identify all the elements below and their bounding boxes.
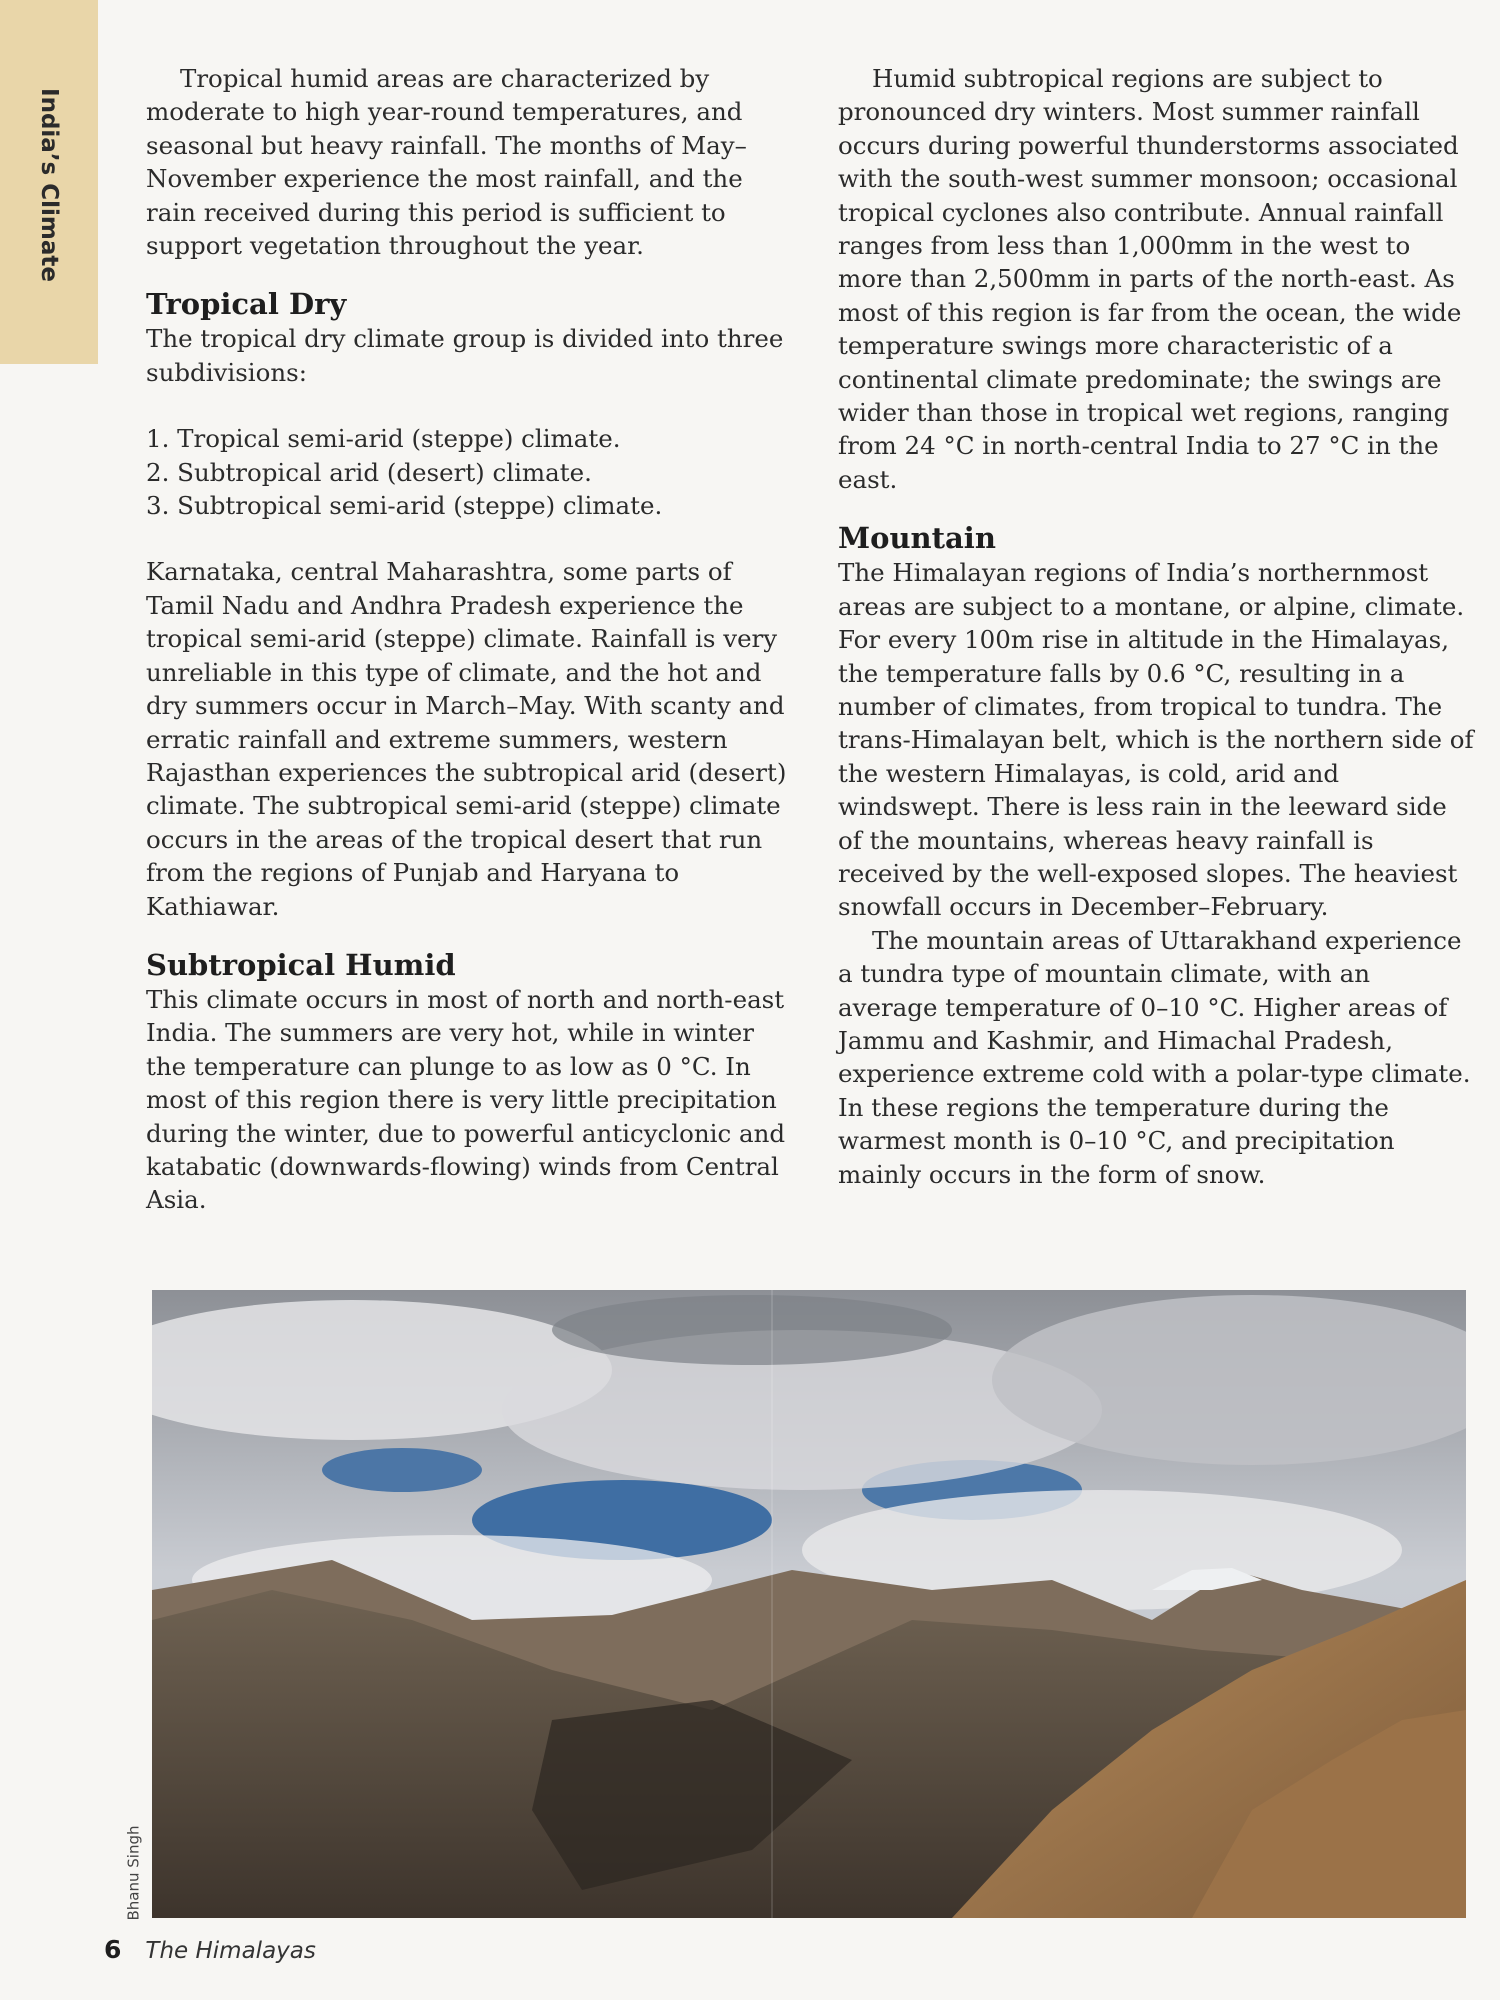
list-item: 3. Subtropical semi-arid (steppe) climate. <box>146 491 663 521</box>
heading-subtropical-humid: Subtropical Humid <box>146 947 456 982</box>
page-number: 6 <box>104 1935 122 1964</box>
side-tab-label-wrap <box>14 75 84 295</box>
intro-paragraph: Tropical humid areas are characterized by moderate to high year-round temperatures, and seasonal but heavy rainfall. The months of May–November experience the most rainfall, and the rain received during this period is sufficient to support vegetation throughout the year. <box>146 64 747 261</box>
page-footer <box>104 1935 316 1965</box>
tropical-dry-lead: The tropical dry climate group is divided into three subdivisions: <box>146 324 784 387</box>
list-item: 1. Tropical semi-arid (steppe) climate. <box>146 424 621 454</box>
left-column <box>146 62 796 1217</box>
list-item: 2. Subtropical arid (desert) climate. <box>146 457 592 487</box>
heading-mountain: Mountain <box>838 521 996 556</box>
side-tab-label: India’s Climate <box>36 88 62 282</box>
side-tab <box>0 0 98 364</box>
right-column <box>838 62 1474 1191</box>
book-title: The Himalayas <box>145 1938 316 1964</box>
photo-credit-wrap <box>118 1825 148 1921</box>
mountain-body-2: The mountain areas of Uttarakhand experience a tundra type of mountain climate, with an average temperature of 0–10 °C. Higher areas of Jammu and Kashmir, and Himachal Pradesh, experience extreme cold with a polar-type climate. In these regions the temperature during the warmest month is 0–10 °C, and precipitation mainly occurs in the form of snow. <box>838 925 1471 1189</box>
himalaya-photo <box>152 1290 1466 1918</box>
subdivision-list <box>146 422 796 522</box>
mountain-body-1: The Himalayan regions of India’s northernmost areas are subject to a montane, or alpine, climate. For every 100m rise in altitude in the Himalayas, the temperature falls by 0.6 °C, resulting in a number of climates, from tropical to tundra. The trans-Himalayan belt, which is the northern side of the western Himalayas, is cold, arid and windswept. There is less rain in the leeward side of the mountains, whereas heavy rainfall is received by the well-exposed slopes. The heaviest snowfall occurs in December–February. <box>838 558 1474 922</box>
tropical-dry-body: Karnataka, central Maharashtra, some parts of Tamil Nadu and Andhra Pradesh experience the tropical semi-arid (steppe) climate. Rainfall is very unreliable in this type of climate, and the hot and dry summers occur in March–May. With scanty and erratic rainfall and extreme summers, western Rajasthan experiences the subtropical arid (desert) climate. The subtropical semi-arid (steppe) climate occurs in the areas of the tropical desert that run from the regions of Punjab and Haryana to Kathiawar. <box>146 557 787 921</box>
subtropical-humid-body: This climate occurs in most of north and north-east India. The summers are very hot, while in winter the temperature can plunge to as low as 0 °C. In most of this region there is very little precipitation during the winter, due to powerful anticyclonic and katabatic (downwards-flowing) winds from Central Asia. <box>146 984 786 1215</box>
photo-credit: Bhanu Singh <box>124 1825 142 1921</box>
heading-tropical-dry: Tropical Dry <box>146 287 347 322</box>
humid-subtropical-paragraph: Humid subtropical regions are subject to pronounced dry winters. Most summer rainfall occurs during powerful thunderstorms associated with the south-west summer monsoon; occasional tropical cyclones also contribute. Annual rainfall ranges from less than 1,000mm in the west to more than 2,500mm in parts of the north-east. As most of this region is far from the ocean, the wide temperature swings more characteristic of a continental climate predominate; the swings are wider than those in tropical wet regions, ranging from 24 °C in north-central India to 27 °C in the east. <box>838 64 1462 494</box>
